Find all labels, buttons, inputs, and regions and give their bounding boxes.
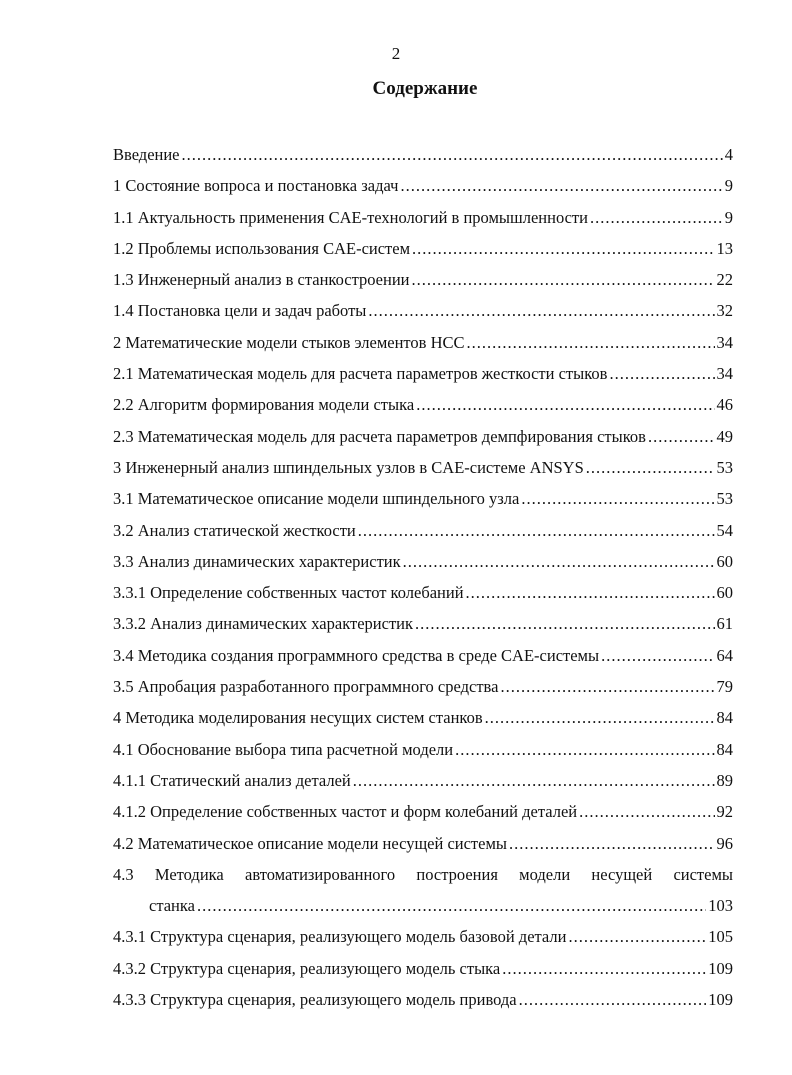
leader-dots — [521, 488, 714, 510]
toc-entry-2-3 — [113, 426, 733, 457]
leader-dots — [403, 551, 715, 573]
toc-entry-1-4 — [113, 300, 733, 331]
toc-entry-page: 64 — [716, 645, 733, 665]
toc-entry-3-5 — [113, 676, 733, 707]
toc-entry-1-3 — [113, 269, 733, 300]
toc-entry-page: 60 — [716, 551, 733, 571]
leader-dots — [368, 300, 714, 322]
toc-entry-1-1 — [113, 207, 733, 238]
toc-entry-2-1 — [113, 363, 733, 394]
toc-entry-label: 3.1 Математическое описание модели шпиндельного узла — [113, 489, 520, 509]
toc-entry-page: 9 — [724, 176, 733, 196]
leader-dots — [590, 207, 723, 229]
toc-entry-3-2 — [113, 520, 733, 551]
leader-dots — [400, 175, 722, 197]
toc-entry-page: 60 — [716, 583, 733, 603]
leader-dots — [519, 989, 707, 1011]
toc-entry-4-3-3 — [113, 989, 733, 1020]
leader-dots — [601, 645, 714, 667]
leader-dots — [415, 613, 715, 635]
toc-entry-label: 3.3 Анализ динамических характеристик — [113, 551, 401, 571]
leader-dots — [412, 238, 714, 260]
toc-entry-label: 3.3.2 Анализ динамических характеристик — [113, 614, 413, 634]
leader-dots — [500, 676, 714, 698]
toc-entry-4-1-1 — [113, 770, 733, 801]
toc-entry-label: Введение — [113, 145, 180, 164]
toc-entry-1-2 — [113, 238, 733, 269]
toc-entry-4 — [113, 707, 733, 738]
toc-entry-label: 1.1 Актуальность применения CAE-технологий в промышленности — [113, 207, 588, 227]
toc-entry-page: 49 — [716, 426, 733, 446]
toc-title: Содержание — [372, 78, 478, 99]
toc-entry-page: 61 — [716, 614, 733, 634]
toc-entry-page: 22 — [716, 270, 733, 290]
leader-dots — [358, 520, 715, 542]
toc-entry-label: 4.1 Обоснование выбора типа расчетной модели — [113, 739, 454, 759]
toc-entry-page: 54 — [716, 520, 733, 540]
toc-entry-page: 13 — [716, 238, 733, 258]
toc-entry-label: 1.4 Постановка цели и задач работы — [113, 301, 367, 321]
leader-dots — [609, 363, 714, 385]
toc-entry-page: 79 — [716, 677, 733, 697]
toc-entry-label: 1.3 Инженерный анализ в станкостроении — [113, 270, 410, 290]
toc-entry-3-3 — [113, 551, 733, 582]
toc-entry-3-3-2 — [113, 613, 733, 644]
toc-entry-label: 3 Инженерный анализ шпиндельных узлов в CAE-системе ANSYS — [113, 457, 584, 477]
toc-entry-page: 34 — [716, 364, 733, 384]
toc-entry-page: 53 — [716, 489, 733, 509]
leader-dots — [353, 770, 715, 792]
leader-dots — [648, 426, 715, 448]
toc-entry-1 — [113, 175, 733, 206]
toc-entry-3-4 — [113, 645, 733, 676]
toc-entry-label: 3.3.1 Определение собственных частот колебаний — [113, 583, 464, 603]
toc-entry-label: 4.1.1 Статический анализ деталей — [113, 770, 351, 790]
toc-entry-page: 96 — [716, 833, 733, 853]
toc-entry-3-1 — [113, 488, 733, 519]
toc-entry-4-1 — [113, 739, 733, 770]
toc-entry-page: 46 — [716, 395, 733, 415]
toc-entry-page: 103 — [708, 896, 733, 916]
toc-entry-label: 2 Математические модели стыков элементов НСС — [113, 332, 465, 352]
toc-entry-page: 9 — [724, 207, 733, 227]
leader-dots — [485, 707, 715, 729]
toc-entry-page: 89 — [716, 770, 733, 790]
toc-entry-label: 2.3 Математическая модель для расчета параметров демпфирования стыков — [113, 426, 646, 446]
toc-entry-page: 109 — [708, 990, 733, 1010]
toc-entry-label: 4.3 Методика автоматизированного построения модели несущей системы — [113, 864, 733, 884]
toc-entry-label: 4.3.3 Структура сценария, реализующего модель привода — [113, 990, 517, 1010]
leader-dots — [455, 739, 714, 761]
leader-dots — [586, 457, 715, 479]
toc-entry-label: 4.2 Математическое описание модели несущей системы — [113, 833, 507, 853]
page-number: 2 — [391, 44, 401, 63]
toc-entry-2-2 — [113, 394, 733, 425]
leader-dots — [466, 582, 715, 604]
leader-dots — [509, 833, 715, 855]
toc-entry-label: 4.1.2 Определение собственных частот и форм колебаний деталей — [113, 802, 578, 822]
toc-entry-page: 92 — [716, 802, 733, 822]
toc-entry-page: 53 — [716, 457, 733, 477]
toc-entry-label: 3.5 Апробация разработанного программного средства — [113, 677, 499, 697]
leader-dots — [579, 801, 714, 823]
toc-entry-page: 32 — [716, 301, 733, 321]
leader-dots — [416, 394, 714, 416]
toc-entry-label: 4 Методика моделирования несущих систем станков — [113, 708, 483, 728]
leader-dots — [182, 144, 723, 166]
leader-dots — [502, 958, 706, 980]
leader-dots — [412, 269, 715, 291]
toc-entry-label: 2.1 Математическая модель для расчета параметров жесткости стыков — [113, 364, 608, 384]
toc-entry-page: 34 — [716, 332, 733, 352]
toc-entry-4-1-2 — [113, 801, 733, 832]
toc-entry-page: 109 — [708, 958, 733, 978]
toc-entry-4-3-1 — [113, 926, 733, 957]
toc-entry-label: 2.2 Алгоритм формирования модели стыка — [113, 395, 415, 415]
toc-entry-label: станка — [149, 896, 195, 916]
toc-entry-label: 4.3.2 Структура сценария, реализующего модель стыка — [113, 958, 501, 978]
toc-entry-2 — [113, 332, 733, 363]
toc-entry-4-3-2 — [113, 958, 733, 989]
toc-entry-page: 4 — [724, 145, 733, 164]
toc-entry-label: 3.4 Методика создания программного средства в среде CAE-системы — [113, 645, 600, 665]
toc-entry-label: 1.2 Проблемы использования CAE-систем — [113, 238, 411, 258]
toc-entry-4-3 — [113, 864, 733, 895]
toc-entry-4-3-continuation — [113, 895, 733, 926]
toc-entry-page: 84 — [716, 708, 733, 728]
toc-entry-page: 84 — [716, 739, 733, 759]
toc-entry-label: 3.2 Анализ статической жесткости — [113, 520, 356, 540]
leader-dots — [568, 926, 706, 948]
toc-entry-label: 1 Состояние вопроса и постановка задач — [113, 176, 399, 196]
toc-entry-4-2 — [113, 833, 733, 864]
toc-entry-introduction — [113, 144, 733, 175]
toc-entry-label: 4.3.1 Структура сценария, реализующего модель базовой детали — [113, 927, 567, 947]
table-of-contents — [113, 144, 733, 1020]
leader-dots — [197, 895, 706, 917]
leader-dots — [467, 332, 715, 354]
toc-entry-3 — [113, 457, 733, 488]
toc-entry-3-3-1 — [113, 582, 733, 613]
toc-entry-page: 105 — [708, 927, 733, 947]
